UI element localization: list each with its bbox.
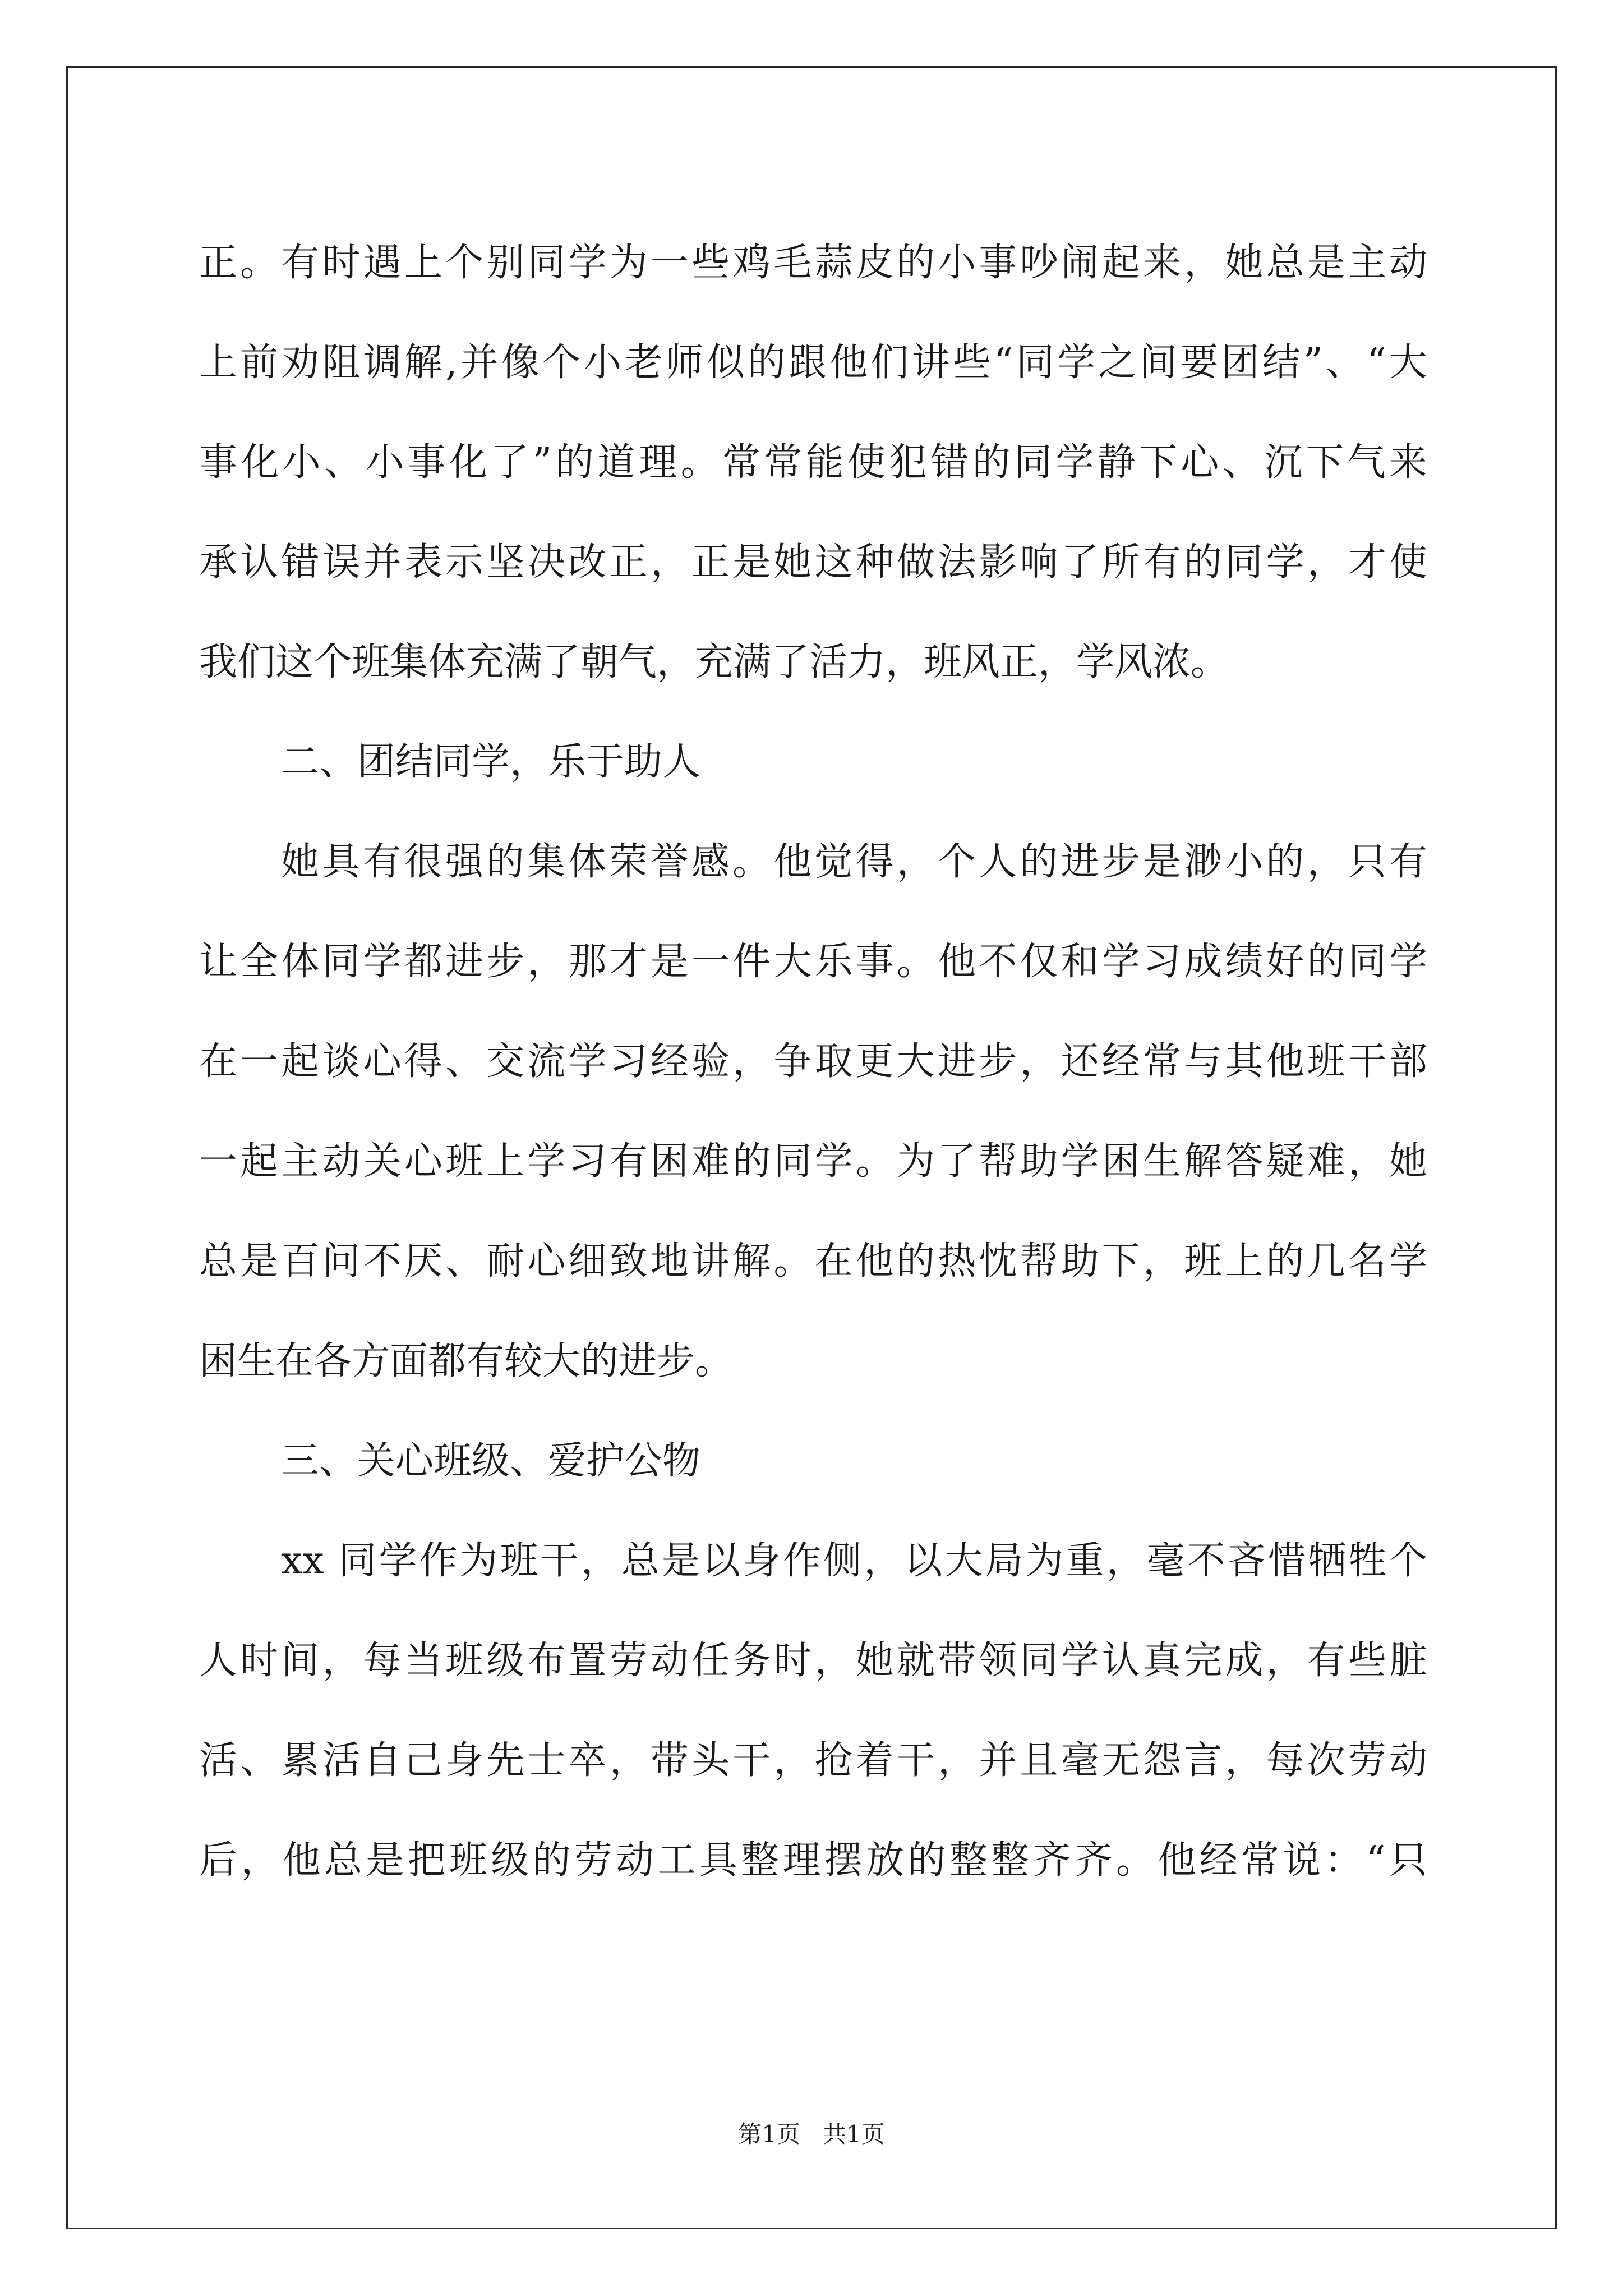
paragraph-line: 我们这个班集体充满了朝气，充满了活力，班风正，学风浓。: [199, 640, 1229, 684]
paragraph-line: 人时间，每当班级布置劳动任务时，她就带领同学认真完成，有些脏: [199, 1639, 1427, 1683]
page-footer: [0, 2118, 1623, 2151]
paragraph-line: 困生在各方面都有较大的进步。: [199, 1339, 734, 1383]
document-body: [199, 213, 1427, 1911]
paragraph-line: 承认错误并表示坚决改正，正是她这种做法影响了所有的同学，才使: [199, 540, 1427, 585]
paragraph-line: 事化小、小事化了”的道理。常常能使犯错的同学静下心、沉下气来: [199, 440, 1427, 485]
page-total: 共1页: [823, 2120, 885, 2148]
paragraph-line: 上前劝阻调解,并像个小老师似的跟他们讲些“同学之间要团结”、“大: [199, 341, 1427, 385]
section-heading: 三、关心班级、爱护公物: [281, 1439, 701, 1483]
paragraph-line: 一起主动关心班上学习有困难的同学。为了帮助学困生解答疑难，她: [199, 1139, 1427, 1184]
paragraph-line: 在一起谈心得、交流学习经验，争取更大进步，还经常与其他班干部: [199, 1039, 1427, 1084]
paragraph-line: xx 同学作为班干，总是以身作侧，以大局为重，毫不吝惜牺牲个: [281, 1539, 1427, 1583]
section-heading: 二、团结同学，乐于助人: [281, 740, 701, 784]
paragraph-line: 让全体同学都进步，那才是一件大乐事。他不仅和学习成绩好的同学: [199, 940, 1427, 984]
paragraph-line: 活、累活自己身先士卒，带头干，抢着干，并且毫无怨言，每次劳动: [199, 1738, 1427, 1783]
paragraph-line: 她具有很强的集体荣誉感。他觉得，个人的进步是渺小的，只有: [281, 840, 1427, 884]
paragraph-line: 正。有时遇上个别同学为一些鸡毛蒜皮的小事吵闹起来，她总是主动: [199, 241, 1427, 285]
page-number: 第1页: [738, 2120, 800, 2148]
paragraph-line: 总是百问不厌、耐心细致地讲解。在他的热忱帮助下，班上的几名学: [199, 1239, 1427, 1283]
paragraph-line: 后，他总是把班级的劳动工具整理摆放的整整齐齐。他经常说：“只: [199, 1838, 1427, 1883]
